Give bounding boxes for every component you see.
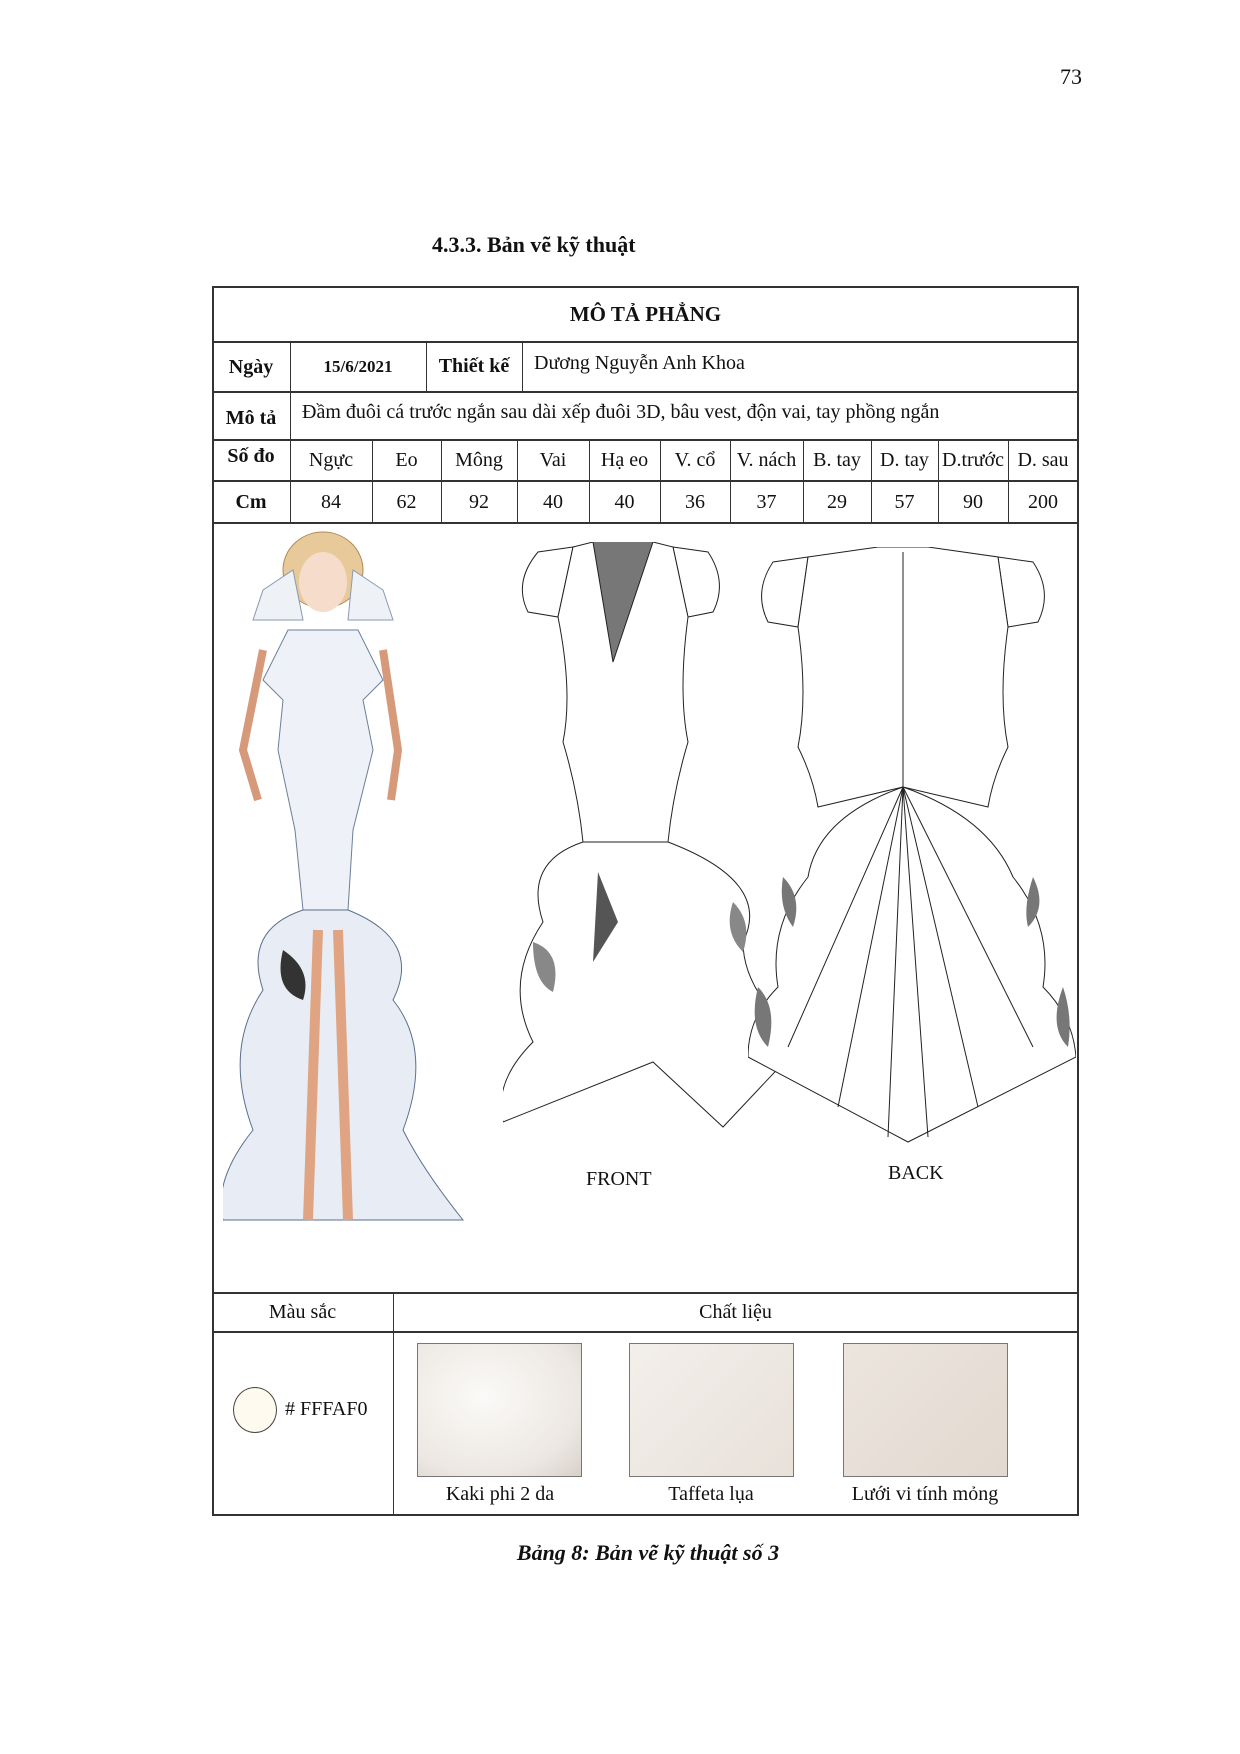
measure-value: 40 (614, 490, 635, 513)
measure-header: D. tay (880, 449, 929, 471)
measure-value: 92 (469, 490, 489, 513)
color-code: # FFFAF0 (285, 1398, 368, 1420)
material-label: Taffeta lụa (668, 1482, 754, 1505)
material-swatch-taffeta (629, 1343, 794, 1477)
measure-value: 200 (1028, 490, 1058, 513)
material-label: Lưới vi tính mỏng (851, 1482, 999, 1505)
measure-header: D.trước (942, 449, 1004, 471)
color-header: Màu sắc (268, 1301, 337, 1323)
measure-header: Ngực (308, 449, 354, 471)
measure-value: 40 (543, 490, 563, 513)
measure-value: 90 (963, 490, 983, 513)
measure-header: V. cổ (674, 449, 716, 471)
measure-header: Vai (539, 449, 567, 471)
material-swatch-mesh (843, 1343, 1008, 1477)
front-label: FRONT (586, 1168, 652, 1190)
page-number: 73 (1060, 64, 1082, 89)
measure-header: Eo (395, 449, 418, 471)
measure-header: V. nách (736, 449, 797, 471)
measure-header: B. tay (813, 449, 861, 471)
measure-value: 29 (827, 490, 847, 513)
measure-value: 36 (685, 490, 705, 513)
color-swatch-circle (233, 1387, 277, 1433)
measure-header: Mông (455, 449, 503, 471)
material-label: Kaki phi 2 da (445, 1482, 555, 1505)
material-header: Chất liệu (699, 1301, 772, 1323)
material-swatch-kaki (417, 1343, 582, 1477)
measure-header: D. sau (1017, 449, 1069, 471)
back-flat-sketch (748, 547, 1076, 1152)
designer-label: Thiết kế (438, 354, 510, 377)
measure-value: 62 (396, 490, 417, 513)
table-title: MÔ TẢ PHẲNG (569, 302, 722, 326)
measure-value: 37 (756, 490, 777, 513)
back-label: BACK (888, 1162, 944, 1184)
date-value: 15/6/2021 (323, 357, 393, 376)
section-heading: 4.3.3. Bản vẽ kỹ thuật (432, 232, 636, 257)
unit-label: Cm (235, 490, 267, 513)
date-label: Ngày (228, 355, 274, 378)
description-label: Mô tả (225, 406, 277, 429)
colored-fashion-illustration (223, 530, 523, 1250)
measure-header: Hạ eo (600, 449, 649, 471)
description-value: Đầm đuôi cá trước ngắn sau dài xếp đuôi 3D, bâu vest, độn vai, tay phồng ngắn (302, 400, 940, 423)
measure-value: 57 (894, 490, 915, 513)
measure-value: 84 (321, 490, 341, 513)
designer-value: Dương Nguyễn Anh Khoa (534, 351, 745, 374)
table-caption: Bảng 8: Bản vẽ kỹ thuật số 3 (516, 1540, 780, 1565)
measure-label: Số đo (227, 444, 275, 467)
